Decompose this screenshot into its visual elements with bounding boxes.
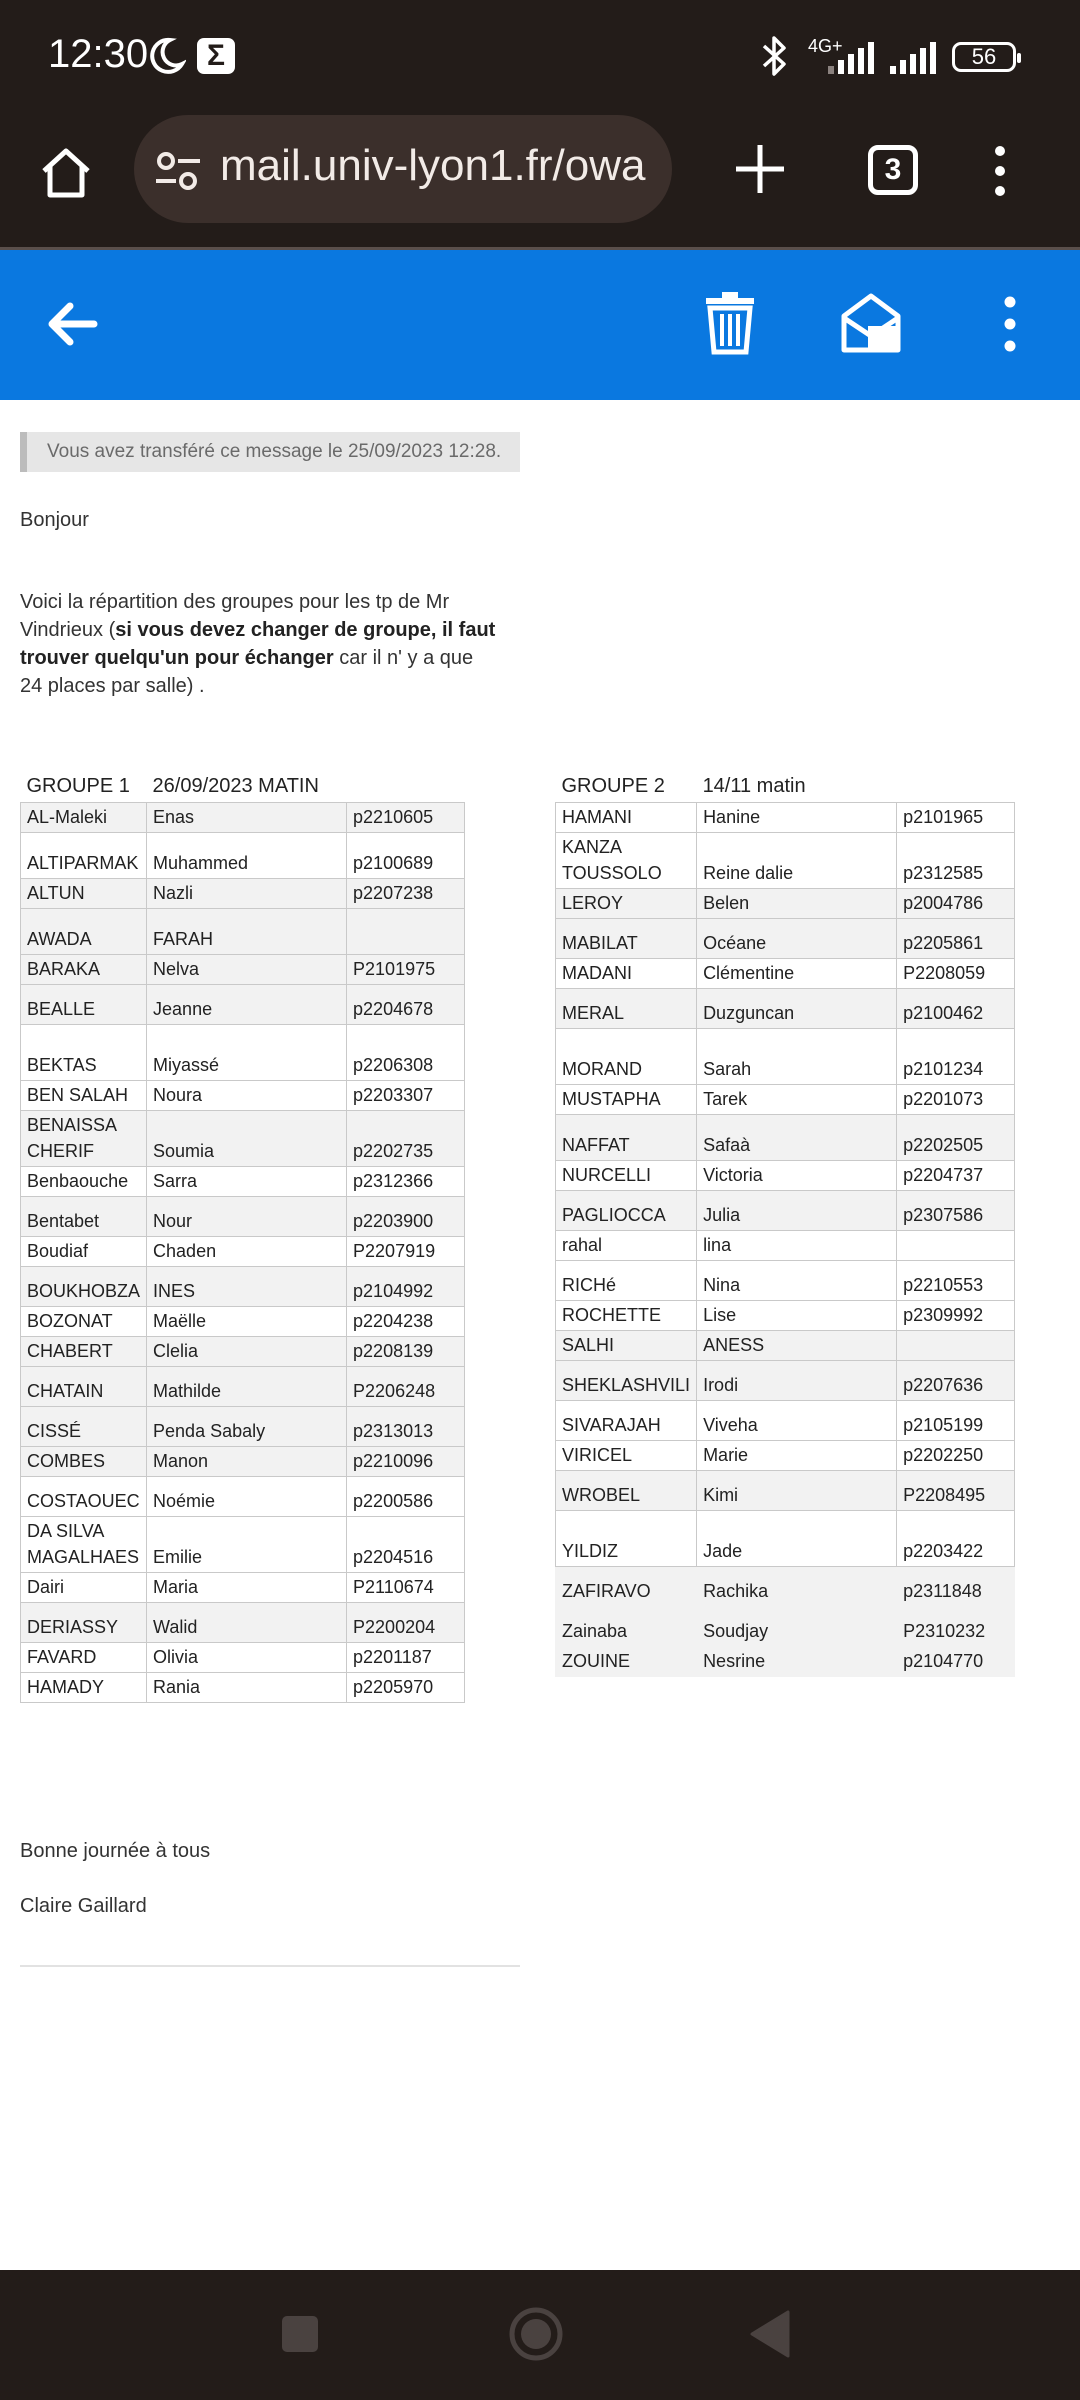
table-row: [21, 1673, 465, 1703]
tab-switcher-button[interactable]: 3: [868, 145, 918, 195]
last-name-cell: COSTAOUEC: [21, 1477, 147, 1517]
table-row: [556, 1607, 1015, 1647]
table-row: [556, 1361, 1015, 1401]
student-id-cell: P2101975: [347, 955, 465, 985]
last-name-cell: MABILAT: [556, 919, 697, 959]
last-name-cell: DA SILVA MAGALHAES: [21, 1517, 147, 1573]
first-name-cell: Mathilde: [147, 1367, 347, 1407]
student-id-cell: p2105199: [897, 1401, 1015, 1441]
table-row: [556, 1511, 1015, 1567]
student-id-cell: p2201073: [897, 1085, 1015, 1115]
student-id-cell: p2100462: [897, 989, 1015, 1029]
table-row: [21, 1407, 465, 1447]
table-row: [556, 1261, 1015, 1301]
first-name-cell: Sarah: [697, 1029, 897, 1085]
forwarded-notice: Vous avez transféré ce message le 25/09/2023 12:28.: [20, 432, 520, 472]
student-id-cell: P2207919: [347, 1237, 465, 1267]
group-session: 26/09/2023 MATIN: [152, 775, 319, 797]
student-id-cell: p2101965: [897, 803, 1015, 833]
last-name-cell: Boudiaf: [21, 1237, 147, 1267]
table-row: [21, 1337, 465, 1367]
last-name-cell: BARAKA: [21, 955, 147, 985]
system-nav-bar: [0, 2270, 1080, 2400]
first-name-cell: Muhammed: [147, 833, 347, 879]
browser-toolbar: [0, 115, 1080, 247]
table-row: [556, 959, 1015, 989]
greeting: Bonjour: [20, 509, 89, 531]
first-name-cell: Safaà: [697, 1115, 897, 1161]
intro-text-end: car il n' y a que 24 places par salle) .: [20, 647, 474, 697]
first-name-cell: Olivia: [147, 1643, 347, 1673]
battery-icon: 56: [952, 42, 1016, 72]
table-row: [556, 989, 1015, 1029]
table-row: [556, 1331, 1015, 1361]
last-name-cell: HAMADY: [21, 1673, 147, 1703]
student-id-cell: p2204238: [347, 1307, 465, 1337]
first-name-cell: Clémentine: [697, 959, 897, 989]
table-row: [21, 1197, 465, 1237]
first-name-cell: Nina: [697, 1261, 897, 1301]
table-row: [556, 1471, 1015, 1511]
last-name-cell: BEKTAS: [21, 1025, 147, 1081]
last-name-cell: BEN SALAH: [21, 1081, 147, 1111]
signal-icon: [888, 42, 942, 74]
last-name-cell: CHATAIN: [21, 1367, 147, 1407]
first-name-cell: Viveha: [697, 1401, 897, 1441]
last-name-cell: rahal: [556, 1231, 697, 1261]
student-id-cell: p2210096: [347, 1447, 465, 1477]
student-id-cell: p2313013: [347, 1407, 465, 1447]
first-name-cell: Maëlle: [147, 1307, 347, 1337]
student-id-cell: p2208139: [347, 1337, 465, 1367]
table-row: [556, 1647, 1015, 1677]
last-name-cell: BENAISSA CHERIF: [21, 1111, 147, 1167]
student-id-cell: p2203307: [347, 1081, 465, 1111]
group-label: GROUPE 2: [561, 775, 665, 797]
last-name-cell: WROBEL: [556, 1471, 697, 1511]
last-name-cell: RICHé: [556, 1261, 697, 1301]
recents-square-icon[interactable]: [282, 2316, 318, 2352]
first-name-cell: Jade: [697, 1511, 897, 1567]
last-name-cell: ALTIPARMAK: [21, 833, 147, 879]
mark-read-icon[interactable]: [838, 290, 904, 356]
first-name-cell: Julia: [697, 1191, 897, 1231]
group-session: 14/11 matin: [702, 775, 806, 797]
student-id-cell: P2200204: [347, 1603, 465, 1643]
last-name-cell: MERAL: [556, 989, 697, 1029]
more-vert-icon[interactable]: [998, 294, 1022, 354]
student-id-cell: p2312366: [347, 1167, 465, 1197]
closing: Bonne journée à tous: [20, 1840, 211, 1862]
student-id-cell: p2104770: [897, 1647, 1015, 1677]
last-name-cell: KANZA TOUSSOLO: [556, 833, 697, 889]
first-name-cell: Rania: [147, 1673, 347, 1703]
last-name-cell: SALHI: [556, 1331, 697, 1361]
first-name-cell: Nazli: [147, 879, 347, 909]
table-row: [21, 1447, 465, 1477]
table-row: [556, 1441, 1015, 1471]
group-header: [21, 772, 465, 803]
home-icon[interactable]: [38, 145, 94, 201]
first-name-cell: Irodi: [697, 1361, 897, 1401]
first-name-cell: lina: [697, 1231, 897, 1261]
table-row: [556, 1567, 1015, 1607]
table-row: [21, 909, 465, 955]
table-row: [556, 803, 1015, 833]
table-row: [556, 1401, 1015, 1441]
address-bar[interactable]: [134, 115, 672, 223]
student-id-cell: p2004786: [897, 889, 1015, 919]
first-name-cell: Miyassé: [147, 1025, 347, 1081]
table-row: [21, 1267, 465, 1307]
last-name-cell: ROCHETTE: [556, 1301, 697, 1331]
first-name-cell: Walid: [147, 1603, 347, 1643]
first-name-cell: Nelva: [147, 955, 347, 985]
student-id-cell: p2203422: [897, 1511, 1015, 1567]
intro-text: Voici la répartition des groupes pour les tp de Mr Vindrieux (: [20, 591, 450, 641]
student-id-cell: P2310232: [897, 1607, 1015, 1647]
first-name-cell: Sarra: [147, 1167, 347, 1197]
last-name-cell: FAVARD: [21, 1643, 147, 1673]
first-name-cell: Penda Sabaly: [147, 1407, 347, 1447]
student-id-cell: p2202250: [897, 1441, 1015, 1471]
last-name-cell: COMBES: [21, 1447, 147, 1477]
last-name-cell: MADANI: [556, 959, 697, 989]
table-row: [556, 1231, 1015, 1261]
table-row: [556, 1029, 1015, 1085]
status-time: 12:30: [48, 32, 149, 76]
student-id-cell: p2206308: [347, 1025, 465, 1081]
network-type: 4G+: [808, 36, 843, 56]
trash-icon[interactable]: [700, 290, 760, 356]
first-name-cell: Duzguncan: [697, 989, 897, 1029]
last-name-cell: DERIASSY: [21, 1603, 147, 1643]
student-id-cell: P2208059: [897, 959, 1015, 989]
table-row: [556, 1085, 1015, 1115]
student-id-cell: p2210605: [347, 803, 465, 833]
new-tab-icon[interactable]: [730, 139, 790, 199]
site-settings-icon[interactable]: [154, 151, 202, 191]
table-row: [21, 1603, 465, 1643]
url-text: mail.univ-lyon1.fr/owa: [220, 141, 646, 190]
group-1-table: [20, 772, 465, 1703]
first-name-cell: Victoria: [697, 1161, 897, 1191]
student-id-cell: p2203900: [347, 1197, 465, 1237]
first-name-cell: Soudjay: [697, 1607, 897, 1647]
table-row: [21, 1307, 465, 1337]
first-name-cell: Kimi: [697, 1471, 897, 1511]
first-name-cell: Rachika: [697, 1567, 897, 1607]
last-name-cell: CHABERT: [21, 1337, 147, 1367]
last-name-cell: VIRICEL: [556, 1441, 697, 1471]
first-name-cell: Reine dalie: [697, 833, 897, 889]
table-row: [556, 1191, 1015, 1231]
table-row: [21, 1081, 465, 1111]
last-name-cell: ZAFIRAVO: [556, 1567, 697, 1607]
student-id-cell: p2207238: [347, 879, 465, 909]
table-row: [21, 803, 465, 833]
first-name-cell: Belen: [697, 889, 897, 919]
last-name-cell: ALTUN: [21, 879, 147, 909]
student-id-cell: p2312585: [897, 833, 1015, 889]
last-name-cell: AL-Maleki: [21, 803, 147, 833]
first-name-cell: INES: [147, 1267, 347, 1307]
table-row: [556, 919, 1015, 959]
table-row: [21, 1237, 465, 1267]
first-name-cell: ANESS: [697, 1331, 897, 1361]
first-name-cell: Clelia: [147, 1337, 347, 1367]
back-triangle-icon[interactable]: [750, 2310, 790, 2358]
table-row: [21, 1025, 465, 1081]
last-name-cell: AWADA: [21, 909, 147, 955]
moon-icon: [146, 36, 186, 76]
last-name-cell: MUSTAPHA: [556, 1085, 697, 1115]
last-name-cell: CISSÉ: [21, 1407, 147, 1447]
last-name-cell: SIVARAJAH: [556, 1401, 697, 1441]
mail-toolbar: [0, 250, 1080, 400]
last-name-cell: BOZONAT: [21, 1307, 147, 1337]
student-id-cell: P2110674: [347, 1573, 465, 1603]
status-bar: [0, 0, 1080, 115]
last-name-cell: ZOUINE: [556, 1647, 697, 1677]
first-name-cell: Manon: [147, 1447, 347, 1477]
more-icon[interactable]: [988, 143, 1012, 199]
last-name-cell: NURCELLI: [556, 1161, 697, 1191]
student-id-cell: [897, 1231, 1015, 1261]
first-name-cell: Maria: [147, 1573, 347, 1603]
student-id-cell: p2307586: [897, 1191, 1015, 1231]
first-name-cell: Noura: [147, 1081, 347, 1111]
last-name-cell: NAFFAT: [556, 1115, 697, 1161]
back-arrow-icon[interactable]: [42, 294, 102, 354]
last-name-cell: Benbaouche: [21, 1167, 147, 1197]
first-name-cell: Enas: [147, 803, 347, 833]
student-id-cell: p2101234: [897, 1029, 1015, 1085]
table-row: [21, 1643, 465, 1673]
home-circle-icon[interactable]: [508, 2306, 564, 2362]
table-row: [21, 985, 465, 1025]
first-name-cell: Hanine: [697, 803, 897, 833]
student-id-cell: P2206248: [347, 1367, 465, 1407]
table-row: [21, 879, 465, 909]
table-row: [556, 1115, 1015, 1161]
bluetooth-icon: [760, 34, 790, 78]
intro-paragraph: [20, 588, 500, 700]
first-name-cell: Nesrine: [697, 1647, 897, 1677]
student-id-cell: p2210553: [897, 1261, 1015, 1301]
student-id-cell: p2205861: [897, 919, 1015, 959]
table-row: [556, 1161, 1015, 1191]
table-row: [556, 1301, 1015, 1331]
last-name-cell: Bentabet: [21, 1197, 147, 1237]
first-name-cell: Lise: [697, 1301, 897, 1331]
student-id-cell: p2205970: [347, 1673, 465, 1703]
first-name-cell: Jeanne: [147, 985, 347, 1025]
last-name-cell: YILDIZ: [556, 1511, 697, 1567]
table-row: [21, 1367, 465, 1407]
last-name-cell: MORAND: [556, 1029, 697, 1085]
table-row: [21, 955, 465, 985]
student-id-cell: p2204516: [347, 1517, 465, 1573]
student-id-cell: p2201187: [347, 1643, 465, 1673]
group-header: [556, 772, 1015, 803]
table-row: [21, 1111, 465, 1167]
first-name-cell: Emilie: [147, 1517, 347, 1573]
table-row: [556, 889, 1015, 919]
last-name-cell: HAMANI: [556, 803, 697, 833]
first-name-cell: Nour: [147, 1197, 347, 1237]
student-id-cell: p2204678: [347, 985, 465, 1025]
table-row: [21, 1167, 465, 1197]
signal-icon: [826, 42, 880, 74]
first-name-cell: FARAH: [147, 909, 347, 955]
first-name-cell: Noémie: [147, 1477, 347, 1517]
signature: Claire Gaillard: [20, 1895, 147, 1917]
first-name-cell: Chaden: [147, 1237, 347, 1267]
student-id-cell: p2200586: [347, 1477, 465, 1517]
student-id-cell: p2104992: [347, 1267, 465, 1307]
student-id-cell: p2100689: [347, 833, 465, 879]
last-name-cell: LEROY: [556, 889, 697, 919]
first-name-cell: Marie: [697, 1441, 897, 1471]
intro-bold: si vous devez changer de groupe, il faut trouver quelqu'un pour échanger: [20, 619, 496, 669]
student-id-cell: p2311848: [897, 1567, 1015, 1607]
student-id-cell: [347, 909, 465, 955]
last-name-cell: BOUKHOBZA: [21, 1267, 147, 1307]
last-name-cell: Dairi: [21, 1573, 147, 1603]
student-id-cell: p2202505: [897, 1115, 1015, 1161]
group-label: GROUPE 1: [26, 775, 130, 797]
sigma-app-icon: Σ: [197, 38, 235, 74]
first-name-cell: Tarek: [697, 1085, 897, 1115]
last-name-cell: SHEKLASHVILI: [556, 1361, 697, 1401]
group-2-table: [555, 772, 1015, 1677]
first-name-cell: Soumia: [147, 1111, 347, 1167]
student-id-cell: p2309992: [897, 1301, 1015, 1331]
table-row: [21, 1517, 465, 1573]
last-name-cell: PAGLIOCCA: [556, 1191, 697, 1231]
student-id-cell: P2208495: [897, 1471, 1015, 1511]
divider: [20, 1965, 520, 1967]
table-row: [21, 1477, 465, 1517]
first-name-cell: Océane: [697, 919, 897, 959]
student-id-cell: p2207636: [897, 1361, 1015, 1401]
student-id-cell: p2204737: [897, 1161, 1015, 1191]
student-id-cell: [897, 1331, 1015, 1361]
table-row: [21, 833, 465, 879]
table-row: [21, 1573, 465, 1603]
last-name-cell: Zainaba: [556, 1607, 697, 1647]
table-row: [556, 833, 1015, 889]
last-name-cell: BEALLE: [21, 985, 147, 1025]
student-id-cell: p2202735: [347, 1111, 465, 1167]
